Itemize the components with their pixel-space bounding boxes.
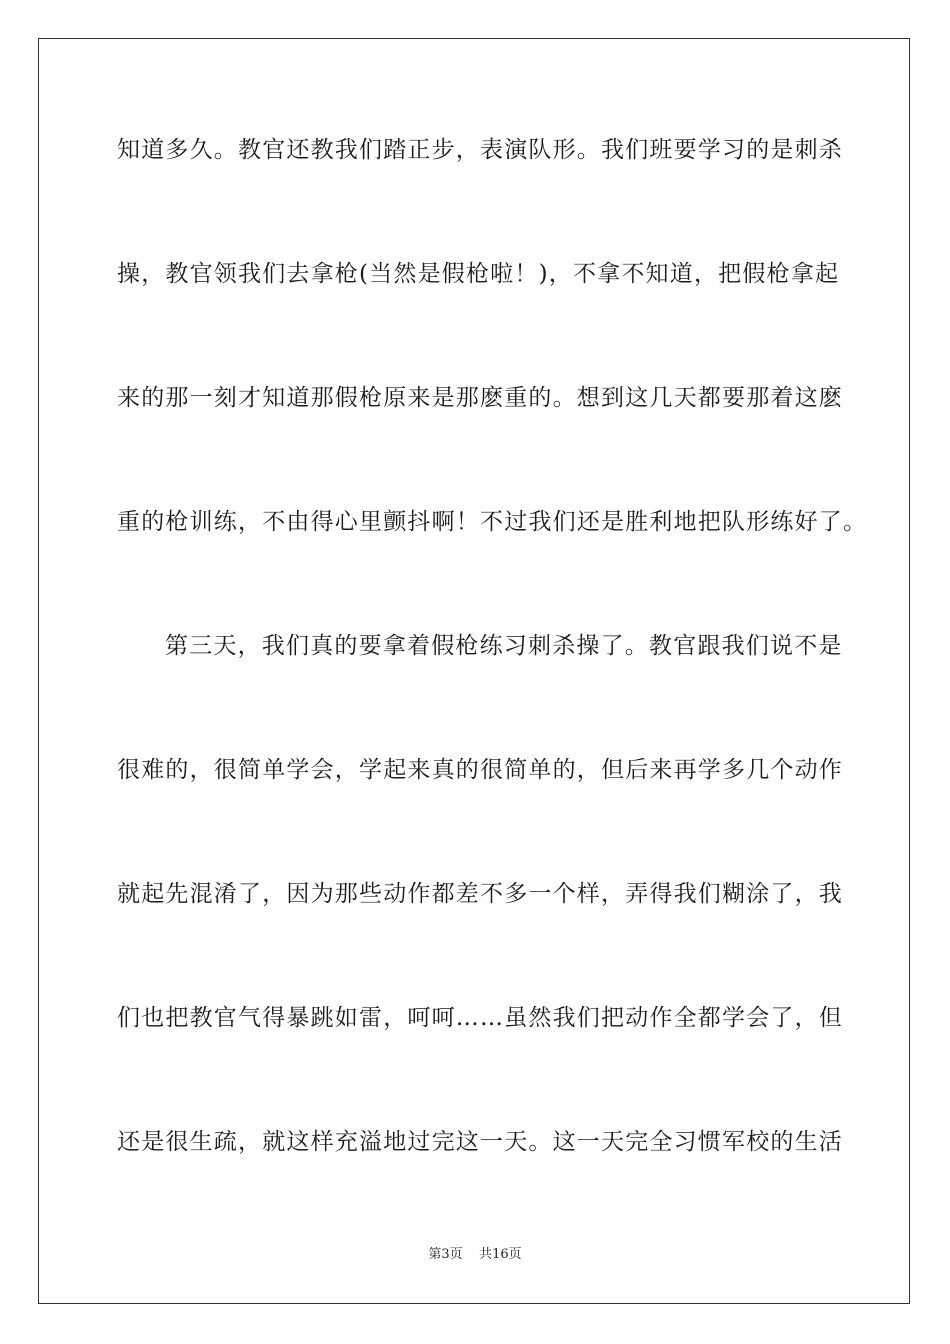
body-line-4: 重的枪训练，不由得心里颤抖啊！不过我们还是胜利地把队形练好了。 xyxy=(117,509,868,535)
page-footer xyxy=(0,1246,950,1264)
page-number: 第3页 xyxy=(428,1247,463,1262)
page-border xyxy=(38,38,910,1304)
body-line-9: 还是很生疏，就这样充溢地过完这一天。这一天完全习惯军校的生活 xyxy=(117,1129,843,1155)
body-line-5-paragraph-start: 第三天，我们真的要拿着假枪练习刺杀操了。教官跟我们说不是 xyxy=(165,633,843,659)
body-line-7: 就起先混淆了，因为那些动作都差不多一个样，弄得我们糊涂了，我 xyxy=(117,881,843,907)
body-line-2: 操，教官领我们去拿枪(当然是假枪啦！)，不拿不知道，把假枪拿起 xyxy=(117,261,840,287)
body-line-1: 知道多久。教官还教我们踏正步，表演队形。我们班要学习的是刺杀 xyxy=(117,137,843,163)
body-line-8: 们也把教官气得暴跳如雷，呵呵……虽然我们把动作全都学会了，但 xyxy=(117,1005,843,1031)
body-line-3: 来的那一刻才知道那假枪原来是那麽重的。想到这几天都要那着这麽 xyxy=(117,385,843,411)
body-line-6: 很难的，很简单学会，学起来真的很简单的，但后来再学多几个动作 xyxy=(117,757,843,783)
page-total: 共16页 xyxy=(479,1247,522,1262)
